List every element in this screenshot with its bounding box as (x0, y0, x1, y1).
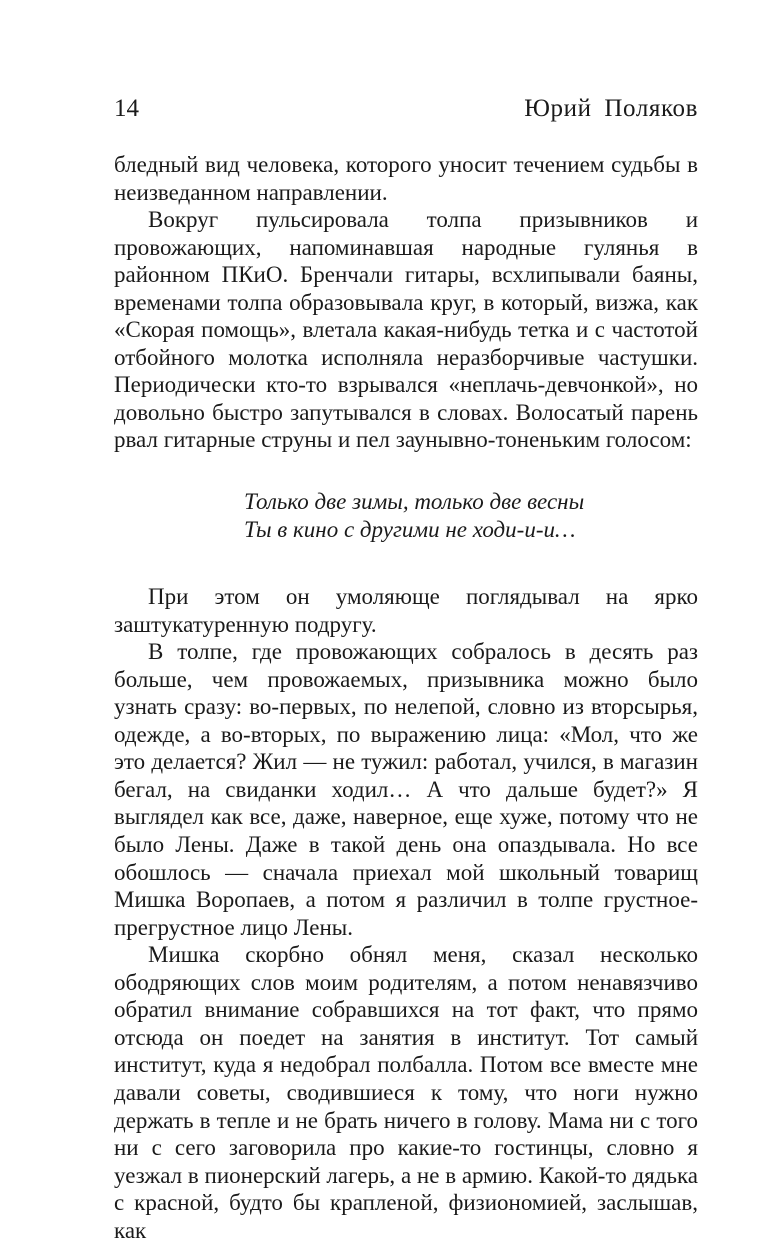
paragraph-continued: бледный вид человека, которого уносит течением судьбы в неизведанном направлении. (114, 152, 698, 205)
paragraph: Вокруг пульсировала толпа призывников и провожающих, напоминавшая народные гулянья в районном ПКиО. Бренчали гитары, всхлипывали баяны, временами толпа образовывала круг, в который, визжа, как «Скорая помощь», влетала какая-нибудь тетка и с частотой отбойного молотка исполняла неразборчивые частушки. Периодически кто-то взрывался «неплачь-девчонкой», но довольно быстро запутывался в словах. Волосатый парень рвал гитарные струны и пел заунывно-тоненьким голосом: (114, 207, 698, 453)
paragraph: В толпе, где провожающих собралось в десять раз больше, чем провожаемых, призывника можно было узнать сразу: во-первых, по нелепой, словно из вторсырья, одежде, а во-вторых, по выражению лица: «Мол, что же это делается? Жил — не тужил: работал, учился, в магазин бегал, на свиданки ходил… А что дальше будет?» Я выглядел как все, даже, наверное, еще хуже, потому что не было Лены. Даже в такой день она опаздывала. Но все обошлось — сначала приехал мой школьный товарищ Мишка Воропаев, а потом я различил в толпе грустное-прегрустное лицо Лены. (114, 639, 698, 940)
running-head-author: Юрий Поляков (524, 95, 698, 122)
paragraph: Мишка скорбно обнял меня, сказал несколько ободряющих слов моим родителям, а потом ненавязчиво обратил внимание собравшихся на тот факт, что прямо отсюда он поедет на занятия в институт. Тот самый институт, куда я недобрал полбалла. Потом все вместе мне давали советы, сводившиеся к тому, что ноги нужно держать в тепле и не брать ничего в голову. Мама ни с того ни с сего заговорила про какие-то гостинцы, словно я уезжал в пионерский лагерь, а не в армию. Какой-то дядька с красной, будто бы крапленой, физиономией, заслышав, как (114, 942, 698, 1243)
song-verse (244, 488, 698, 543)
verse-line: Только две зимы, только две весны (244, 489, 585, 515)
paragraph: При этом он умоляюще поглядывал на ярко заштукатуренную подругу. (114, 584, 698, 637)
running-header (114, 94, 698, 124)
page-number: 14 (114, 95, 139, 122)
verse-line: Ты в кино с другими не ходи-и-и… (244, 516, 576, 542)
body-text (114, 151, 698, 1244)
